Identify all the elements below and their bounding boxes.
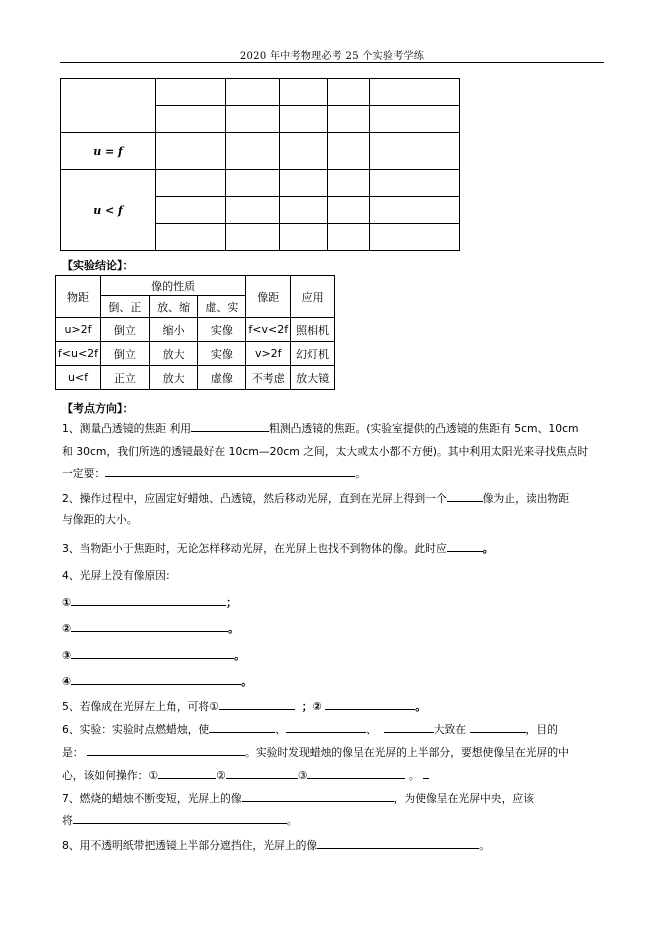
- answer-blank[interactable]: [87, 743, 245, 756]
- table-cell: [156, 170, 226, 197]
- table-cell: f<v<2f: [246, 318, 291, 342]
- table-cell: v>2f: [246, 342, 291, 366]
- answer-blank[interactable]: [286, 720, 366, 733]
- row-label-u-eq-f: u = f: [61, 133, 156, 170]
- table-cell: [280, 197, 328, 224]
- table-cell: 缩小: [149, 318, 198, 342]
- answer-blank[interactable]: [307, 766, 405, 779]
- table-cell: [61, 79, 156, 133]
- row-label-u-lt-f: u < f: [61, 170, 156, 251]
- question-6-line-3: 心，该如何操作：① ② ③ 。: [62, 764, 614, 787]
- table-cell: u<f: [56, 366, 101, 390]
- answer-blank[interactable]: [325, 697, 415, 710]
- reason-2: ② 。: [62, 617, 614, 640]
- header-image-nature: 像的性质: [100, 276, 245, 296]
- table-cell: [328, 79, 370, 106]
- table-cell: [280, 224, 328, 251]
- question-5: 5、若像成在光屏左上角，可将① ；② 。: [62, 695, 614, 718]
- question-4: 4、光屏上没有像原因:: [62, 569, 170, 582]
- question-2-line-2: 与像距的大小。: [62, 513, 138, 526]
- table-cell: f<u<2f: [56, 342, 101, 366]
- answer-blank[interactable]: [158, 766, 216, 779]
- table-cell: [226, 197, 280, 224]
- answer-blank[interactable]: [447, 539, 483, 552]
- header-divider: [60, 62, 604, 63]
- table-cell: [370, 79, 460, 106]
- table-cell: [370, 106, 460, 133]
- question-8: 8、用不透明纸带把透镜上半部分遮挡住，光屏上的像 。: [62, 834, 614, 857]
- table-cell: [156, 79, 226, 106]
- question-2-line-1: 2、操作过程中，应固定好蜡烛、凸透镜，然后移动光屏，直到在光屏上得到一个 像为止，读出物距: [62, 487, 614, 510]
- table-cell: 照相机: [291, 318, 335, 342]
- table-cell: [328, 224, 370, 251]
- answer-blank[interactable]: [71, 593, 226, 606]
- conclusion-heading: 【实验结论】：: [62, 259, 134, 272]
- answer-blank[interactable]: [447, 489, 483, 502]
- header-orientation: 倒、正: [100, 296, 149, 318]
- table-cell: 虚像: [198, 366, 246, 390]
- question-6-line-2: 是： 。实验时发现蜡烛的像呈在光屏的上半部分，要想使像呈在光屏的中: [62, 741, 614, 764]
- table-cell: [226, 106, 280, 133]
- experiment-record-table: [60, 78, 460, 251]
- question-6-line-1: 6、实验：实验时点燃蜡烛，使 、 、 大致在 ，目的: [62, 718, 614, 741]
- header-application: 应用: [291, 276, 335, 318]
- table-cell: [280, 106, 328, 133]
- answer-blank[interactable]: [226, 766, 298, 779]
- reason-4: ④ 。: [62, 670, 614, 693]
- table-cell: 放大: [149, 366, 198, 390]
- answer-blank[interactable]: [242, 789, 394, 802]
- answer-blank[interactable]: [209, 720, 275, 733]
- answer-blank[interactable]: [219, 697, 295, 710]
- header-image-distance: 像距: [246, 276, 291, 318]
- table-cell: [370, 170, 460, 197]
- table-cell: [328, 170, 370, 197]
- table-cell: 倒立: [100, 318, 149, 342]
- answer-blank[interactable]: [470, 720, 526, 733]
- table-cell: [280, 170, 328, 197]
- answer-blank[interactable]: [384, 720, 434, 733]
- question-1-line-2: 和 30cm，我们所选的透镜最好在 10cm—20cm 之间，太大或太小都不方便)。其中利用太阳光来寻找焦点时: [62, 445, 589, 458]
- question-3: 3、当物距小于焦距时，无论怎样移动光屏，在光屏上也找不到物体的像。此时应 。: [62, 537, 614, 560]
- table-cell: [156, 197, 226, 224]
- table-cell: 实像: [198, 318, 246, 342]
- table-cell: [226, 79, 280, 106]
- answer-blank[interactable]: [105, 464, 355, 477]
- table-cell: [328, 133, 370, 170]
- table-cell: [370, 197, 460, 224]
- table-cell: 实像: [198, 342, 246, 366]
- table-cell: [156, 106, 226, 133]
- conclusion-table: [55, 275, 335, 390]
- table-cell: u>2f: [56, 318, 101, 342]
- answer-blank[interactable]: [317, 836, 479, 849]
- table-cell: [328, 106, 370, 133]
- question-7-line-1: 7、燃烧的蜡烛不断变短，光屏上的像 ，为使像呈在光屏中央，应该: [62, 787, 614, 810]
- exam-heading: 【考点方向】：: [62, 402, 134, 415]
- table-cell: [328, 197, 370, 224]
- table-cell: [370, 224, 460, 251]
- header-object-distance: 物距: [56, 276, 101, 318]
- table-cell: [226, 133, 280, 170]
- table-cell: 幻灯机: [291, 342, 335, 366]
- table-cell: [280, 79, 328, 106]
- answer-blank[interactable]: [71, 672, 241, 685]
- page-header-title: 2020 年中考物理必考 25 个实验考学练: [239, 51, 425, 62]
- table-cell: 不考虑: [246, 366, 291, 390]
- table-cell: 正立: [100, 366, 149, 390]
- reason-1: ① ；: [62, 591, 614, 614]
- table-cell: 放大: [149, 342, 198, 366]
- table-cell: [280, 133, 328, 170]
- table-cell: [156, 133, 226, 170]
- reason-3: ③ 。: [62, 644, 614, 667]
- table-cell: 倒立: [100, 342, 149, 366]
- question-1-line-3: 一定要： 。: [62, 462, 614, 485]
- table-cell: [156, 224, 226, 251]
- table-cell: 放大镜: [291, 366, 335, 390]
- table-cell: [226, 224, 280, 251]
- answer-blank[interactable]: [71, 646, 234, 659]
- answer-blank[interactable]: [423, 766, 429, 779]
- answer-blank[interactable]: [191, 419, 269, 432]
- answer-blank[interactable]: [71, 619, 228, 632]
- answer-blank[interactable]: [73, 811, 287, 824]
- header-size: 放、缩: [149, 296, 198, 318]
- question-1-line-1: 1、测量凸透镜的焦距 利用 粗测凸透镜的焦距。(实验室提供的凸透镜的焦距有 5cm、10cm: [62, 417, 614, 440]
- header-real-virtual: 虚、实: [198, 296, 246, 318]
- table-cell: [226, 170, 280, 197]
- table-cell: [370, 133, 460, 170]
- question-7-line-2: 将 。: [62, 809, 614, 832]
